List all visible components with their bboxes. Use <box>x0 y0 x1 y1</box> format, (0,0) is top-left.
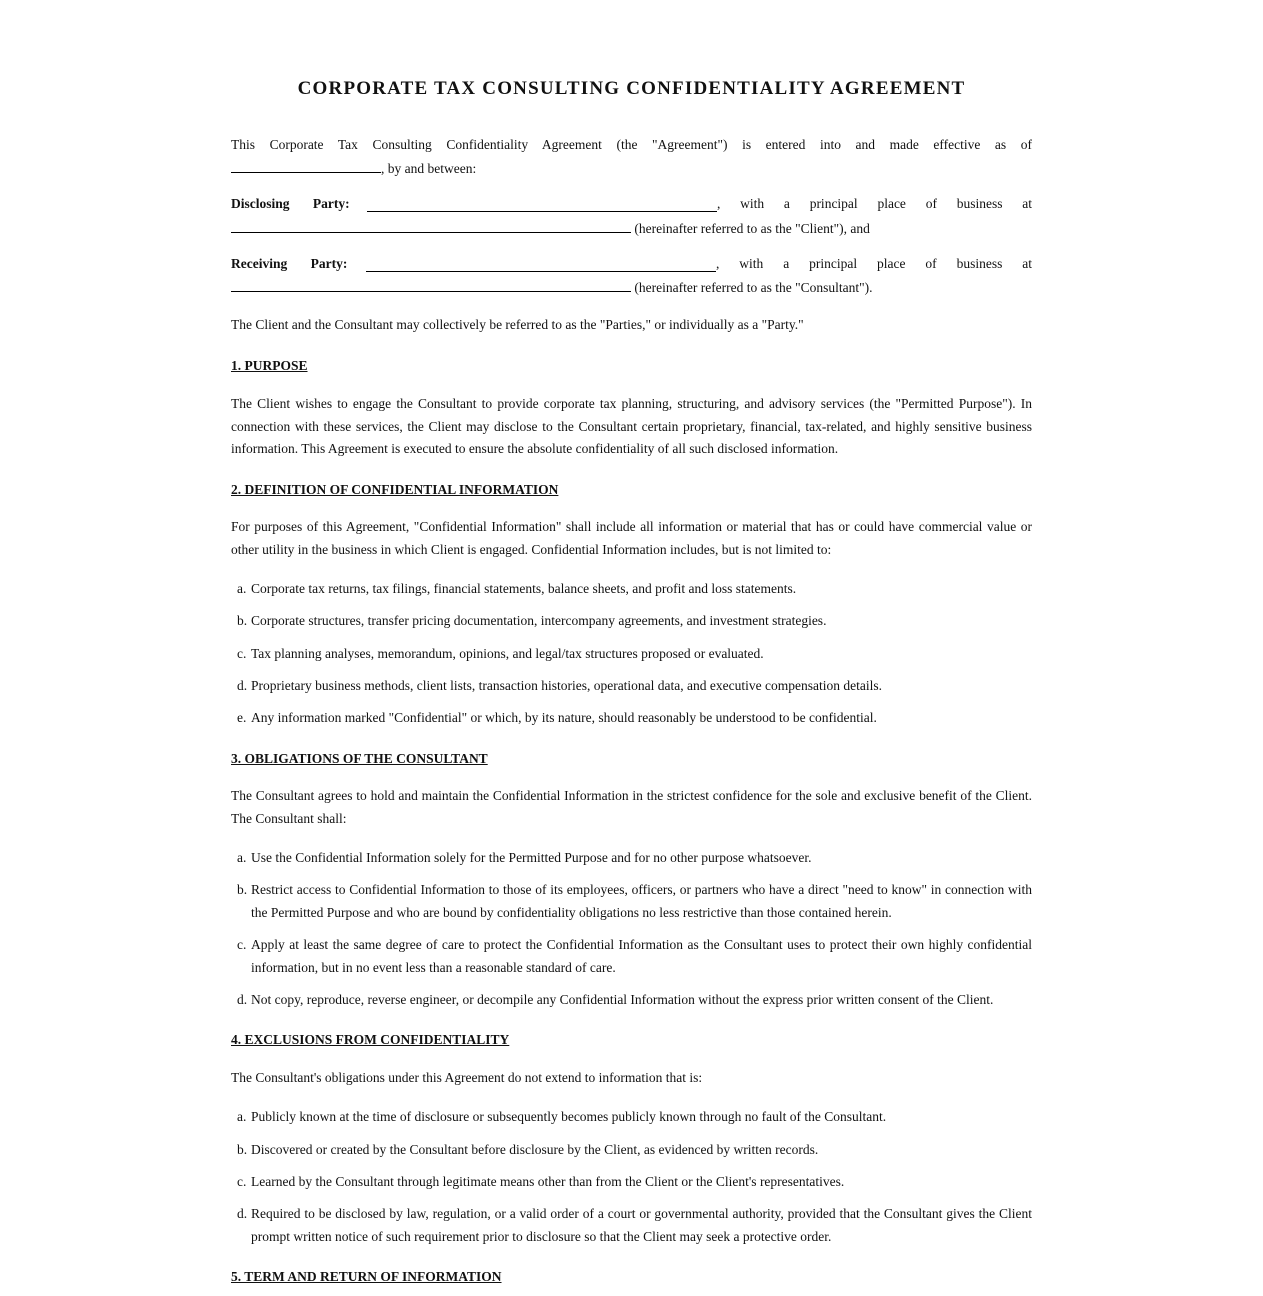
effective-date-field[interactable] <box>231 158 381 173</box>
list-item: d. Required to be disclosed by law, regulation, or a valid order of a court or governmental authority, provided that the Consultant gives the Client prompt written notice of such requirement prior to disclosure so that the Client may seek a protective order. <box>237 1206 1032 1244</box>
intro-line-2 <box>231 158 1032 177</box>
list-item: b. Corporate structures, transfer pricing documentation, intercompany agreements, and investment strategies. <box>237 613 827 628</box>
list-item: c. Tax planning analyses, memorandum, opinions, and legal/tax structures proposed or evaluated. <box>237 646 764 661</box>
disclosing-party-address-field[interactable] <box>231 218 631 233</box>
list-item: c. Apply at least the same degree of care to protect the Confidential Information as the Consultant uses to protect their own highly confidential information, but in no event less than a reasonable standard of care. <box>237 937 1032 975</box>
receiving-party-name-field[interactable] <box>366 257 716 272</box>
disclosing-party-line-1 <box>231 196 1032 212</box>
section-1-text: The Client wishes to engage the Consultant to provide corporate tax planning, structuring, and advisory services (the "Permitted Purpose"). In connection with these services, the Client may disclose to the Consultant certain proprietary, financial, tax-related, and highly sensitive business information. This Agreement is executed to ensure the absolute confidentiality of all such disclosed information. <box>231 396 1032 456</box>
intro-line-1: This Corporate Tax Consulting Confidentiality Agreement (the "Agreement") is entered into and made effective as of <box>231 137 1032 152</box>
list-item: a. Corporate tax returns, tax filings, financial statements, balance sheets, and profit and loss statements. <box>237 581 797 596</box>
section-1-heading: 1. PURPOSE <box>231 358 308 373</box>
section-3-text: The Consultant agrees to hold and maintain the Confidential Information in the strictest confidence for the sole and exclusive benefit of the Client. The Consultant shall: <box>231 788 1032 826</box>
list-item: a. Publicly known at the time of disclosure or subsequently becomes publicly known through no fault of the Consultant. <box>237 1109 887 1124</box>
section-3-heading: 3. OBLIGATIONS OF THE CONSULTANT <box>231 751 488 766</box>
disclosing-party-label: Disclosing Party: <box>231 196 350 211</box>
section-2-heading: 2. DEFINITION OF CONFIDENTIAL INFORMATION <box>231 482 559 497</box>
section-4-heading: 4. EXCLUSIONS FROM CONFIDENTIALITY <box>231 1032 510 1047</box>
document-title: CORPORATE TAX CONSULTING CONFIDENTIALITY AGREEMENT <box>297 78 966 99</box>
disclosing-party-line-2 <box>231 218 1032 237</box>
receiving-party-line-2 <box>231 277 1032 296</box>
receiving-party-address-field[interactable] <box>231 277 631 292</box>
disclosing-party-address-prefix: , with a principal place of business at <box>717 196 1032 211</box>
list-item: e. Any information marked "Confidential" or which, by its nature, should reasonably be understood to be confidential. <box>237 710 877 725</box>
intro-by-and-between: , by and between: <box>381 161 477 176</box>
receiving-party-address-prefix: , with a principal place of business at <box>716 256 1032 271</box>
receiving-party-label: Receiving Party: <box>231 256 348 271</box>
list-item: a. Use the Confidential Information solely for the Permitted Purpose and for no other purpose whatsoever. <box>237 850 812 865</box>
receiving-party-consultant-note: (hereinafter referred to as the "Consultant"). <box>634 280 873 295</box>
section-2-text: For purposes of this Agreement, "Confidential Information" shall include all information or material that has or could have commercial value or other utility in the business in which Client is engaged. Confidential Information includes, but is not limited to: <box>231 519 1032 557</box>
list-item: d. Not copy, reproduce, reverse engineer, or decompile any Confidential Information without the express prior written consent of the Client. <box>237 992 994 1007</box>
list-item: b. Discovered or created by the Consultant before disclosure by the Client, as evidenced by written records. <box>237 1142 819 1157</box>
parties-note: The Client and the Consultant may collectively be referred to as the "Parties," or individually as a "Party." <box>231 317 804 332</box>
list-item: b. Restrict access to Confidential Information to those of its employees, officers, or partners who have a direct "need to know" in connection with the Permitted Purpose and who are bound by confidentiality obligations no less restrictive than those contained herein. <box>237 882 1032 920</box>
disclosing-party-client-note: (hereinafter referred to as the "Client"), and <box>634 221 870 236</box>
list-item: c. Learned by the Consultant through legitimate means other than from the Client or the Client's representatives. <box>237 1174 845 1189</box>
section-4-text: The Consultant's obligations under this Agreement do not extend to information that is: <box>231 1070 703 1085</box>
disclosing-party-name-field[interactable] <box>367 197 717 212</box>
receiving-party-line-1 <box>231 256 1032 272</box>
list-item: d. Proprietary business methods, client lists, transaction histories, operational data, and executive compensation details. <box>237 678 882 693</box>
section-5-heading: 5. TERM AND RETURN OF INFORMATION <box>231 1269 502 1284</box>
